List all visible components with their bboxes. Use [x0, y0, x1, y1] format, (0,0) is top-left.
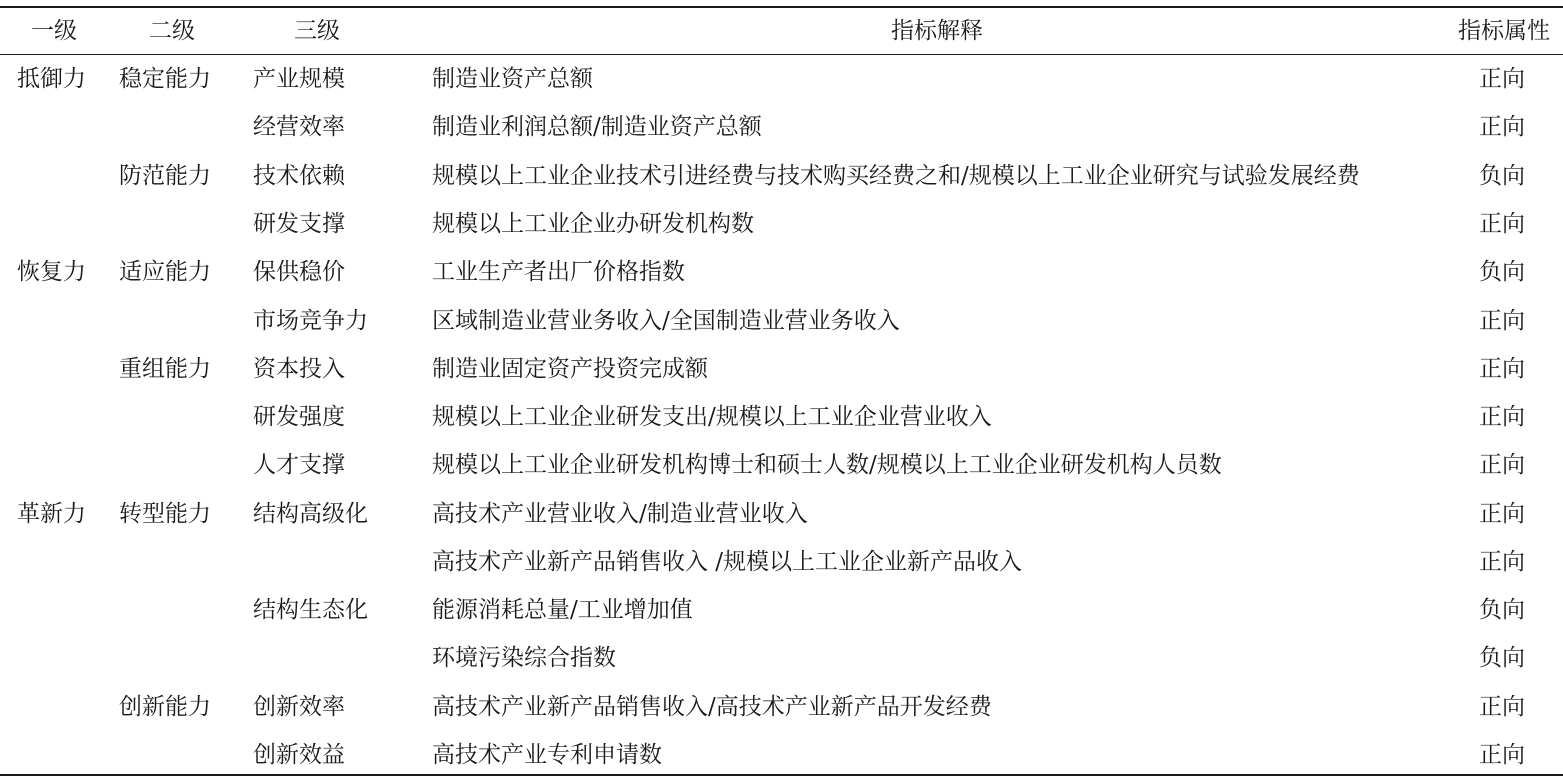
cell-explanation: 规模以上工业企业技术引进经费与技术购买经费之和/规模以上工业企业研究与试验发展经费 [432, 163, 1360, 189]
cell-level1 [17, 297, 107, 345]
table-row [0, 55, 1563, 103]
table-row [0, 731, 1563, 779]
cell-explanation: 区域制造业营业务收入/全国制造业营业务收入 [432, 308, 900, 334]
cell-level3: 研发支撑 [253, 211, 345, 237]
cell-explanation: 高技术产业专利申请数 [432, 742, 662, 768]
cell-attribute: 负向 [1479, 645, 1525, 671]
cell-level2 [119, 538, 239, 586]
cell-level1 [17, 393, 107, 441]
cell-level3: 结构高级化 [253, 501, 368, 527]
cell-level3 [253, 538, 413, 586]
table-header-row [0, 7, 1563, 55]
cell-level3: 产业规模 [253, 66, 345, 92]
cell-level3: 创新效率 [253, 694, 345, 720]
cell-level2: 创新能力 [119, 694, 211, 720]
table-row [0, 103, 1563, 151]
cell-level2 [119, 297, 239, 345]
cell-explanation: 制造业利润总额/制造业资产总额 [432, 114, 762, 140]
cell-explanation: 制造业资产总额 [432, 66, 593, 92]
cell-attribute: 负向 [1479, 163, 1525, 189]
table-bottom-rule [0, 774, 1563, 776]
cell-level1 [17, 683, 107, 731]
cell-level1 [17, 538, 107, 586]
cell-attribute: 正向 [1479, 404, 1525, 430]
cell-attribute: 正向 [1479, 694, 1525, 720]
cell-attribute: 负向 [1479, 259, 1525, 285]
cell-level1 [17, 200, 107, 248]
cell-level2: 防范能力 [119, 163, 211, 189]
cell-explanation: 规模以上工业企业研发支出/规模以上工业企业营业收入 [432, 404, 992, 430]
cell-level2 [119, 441, 239, 489]
cell-level2: 转型能力 [119, 501, 211, 527]
cell-level2 [119, 103, 239, 151]
cell-level2 [119, 393, 239, 441]
cell-level1 [17, 152, 107, 200]
cell-level2: 适应能力 [119, 259, 211, 285]
cell-explanation: 高技术产业新产品销售收入 /规模以上工业企业新产品收入 [432, 549, 1023, 575]
table-row [0, 683, 1563, 731]
cell-level3: 技术依赖 [253, 163, 345, 189]
table-row [0, 200, 1563, 248]
cell-level2 [119, 731, 239, 779]
table-row [0, 538, 1563, 586]
cell-level3: 结构生态化 [253, 597, 368, 623]
cell-level1 [17, 103, 107, 151]
cell-level3: 保供稳价 [253, 259, 345, 285]
cell-explanation: 规模以上工业企业办研发机构数 [432, 211, 754, 237]
cell-level3: 经营效率 [253, 114, 345, 140]
cell-level2: 重组能力 [119, 356, 211, 382]
table-row [0, 297, 1563, 345]
cell-level3: 创新效益 [253, 742, 345, 768]
table-row [0, 152, 1563, 200]
cell-level1 [17, 441, 107, 489]
cell-level2 [119, 586, 239, 634]
cell-level2 [119, 200, 239, 248]
cell-explanation: 工业生产者出厂价格指数 [432, 259, 685, 285]
cell-level1 [17, 634, 107, 682]
cell-explanation: 高技术产业新产品销售收入/高技术产业新产品开发经费 [432, 694, 992, 720]
cell-explanation: 能源消耗总量/工业增加值 [432, 597, 693, 623]
cell-attribute: 正向 [1479, 66, 1525, 92]
cell-level1 [17, 345, 107, 393]
table-row [0, 248, 1563, 296]
cell-level1: 抵御力 [17, 66, 86, 92]
cell-level3 [253, 634, 413, 682]
cell-attribute: 正向 [1479, 501, 1525, 527]
cell-attribute: 正向 [1479, 549, 1525, 575]
cell-attribute: 正向 [1479, 356, 1525, 382]
cell-attribute: 正向 [1479, 211, 1525, 237]
table-row [0, 586, 1563, 634]
table-row [0, 393, 1563, 441]
cell-level2: 稳定能力 [119, 66, 211, 92]
table-row [0, 441, 1563, 489]
cell-explanation: 高技术产业营业收入/制造业营业收入 [432, 501, 808, 527]
header-level1: 一级 [31, 18, 77, 44]
table-row [0, 634, 1563, 682]
header-explanation: 指标解释 [891, 18, 983, 44]
cell-explanation: 规模以上工业企业研发机构博士和硕士人数/规模以上工业企业研发机构人员数 [432, 452, 1222, 478]
header-attribute: 指标属性 [1458, 18, 1550, 44]
cell-explanation: 制造业固定资产投资完成额 [432, 356, 708, 382]
header-level3: 三级 [294, 18, 340, 44]
cell-level3: 市场竞争力 [253, 308, 368, 334]
cell-level1: 革新力 [17, 501, 86, 527]
cell-attribute: 正向 [1479, 742, 1525, 768]
cell-attribute: 负向 [1479, 597, 1525, 623]
cell-attribute: 正向 [1479, 114, 1525, 140]
cell-level1 [17, 731, 107, 779]
header-level2: 二级 [149, 18, 195, 44]
cell-level2 [119, 634, 239, 682]
cell-explanation: 环境污染综合指数 [432, 645, 616, 671]
cell-attribute: 正向 [1479, 452, 1525, 478]
table-row [0, 345, 1563, 393]
cell-level1: 恢复力 [17, 259, 86, 285]
cell-level3: 人才支撑 [253, 452, 345, 478]
cell-level3: 研发强度 [253, 404, 345, 430]
cell-level1 [17, 586, 107, 634]
cell-attribute: 正向 [1479, 308, 1525, 334]
cell-level3: 资本投入 [253, 356, 345, 382]
table-row [0, 490, 1563, 538]
